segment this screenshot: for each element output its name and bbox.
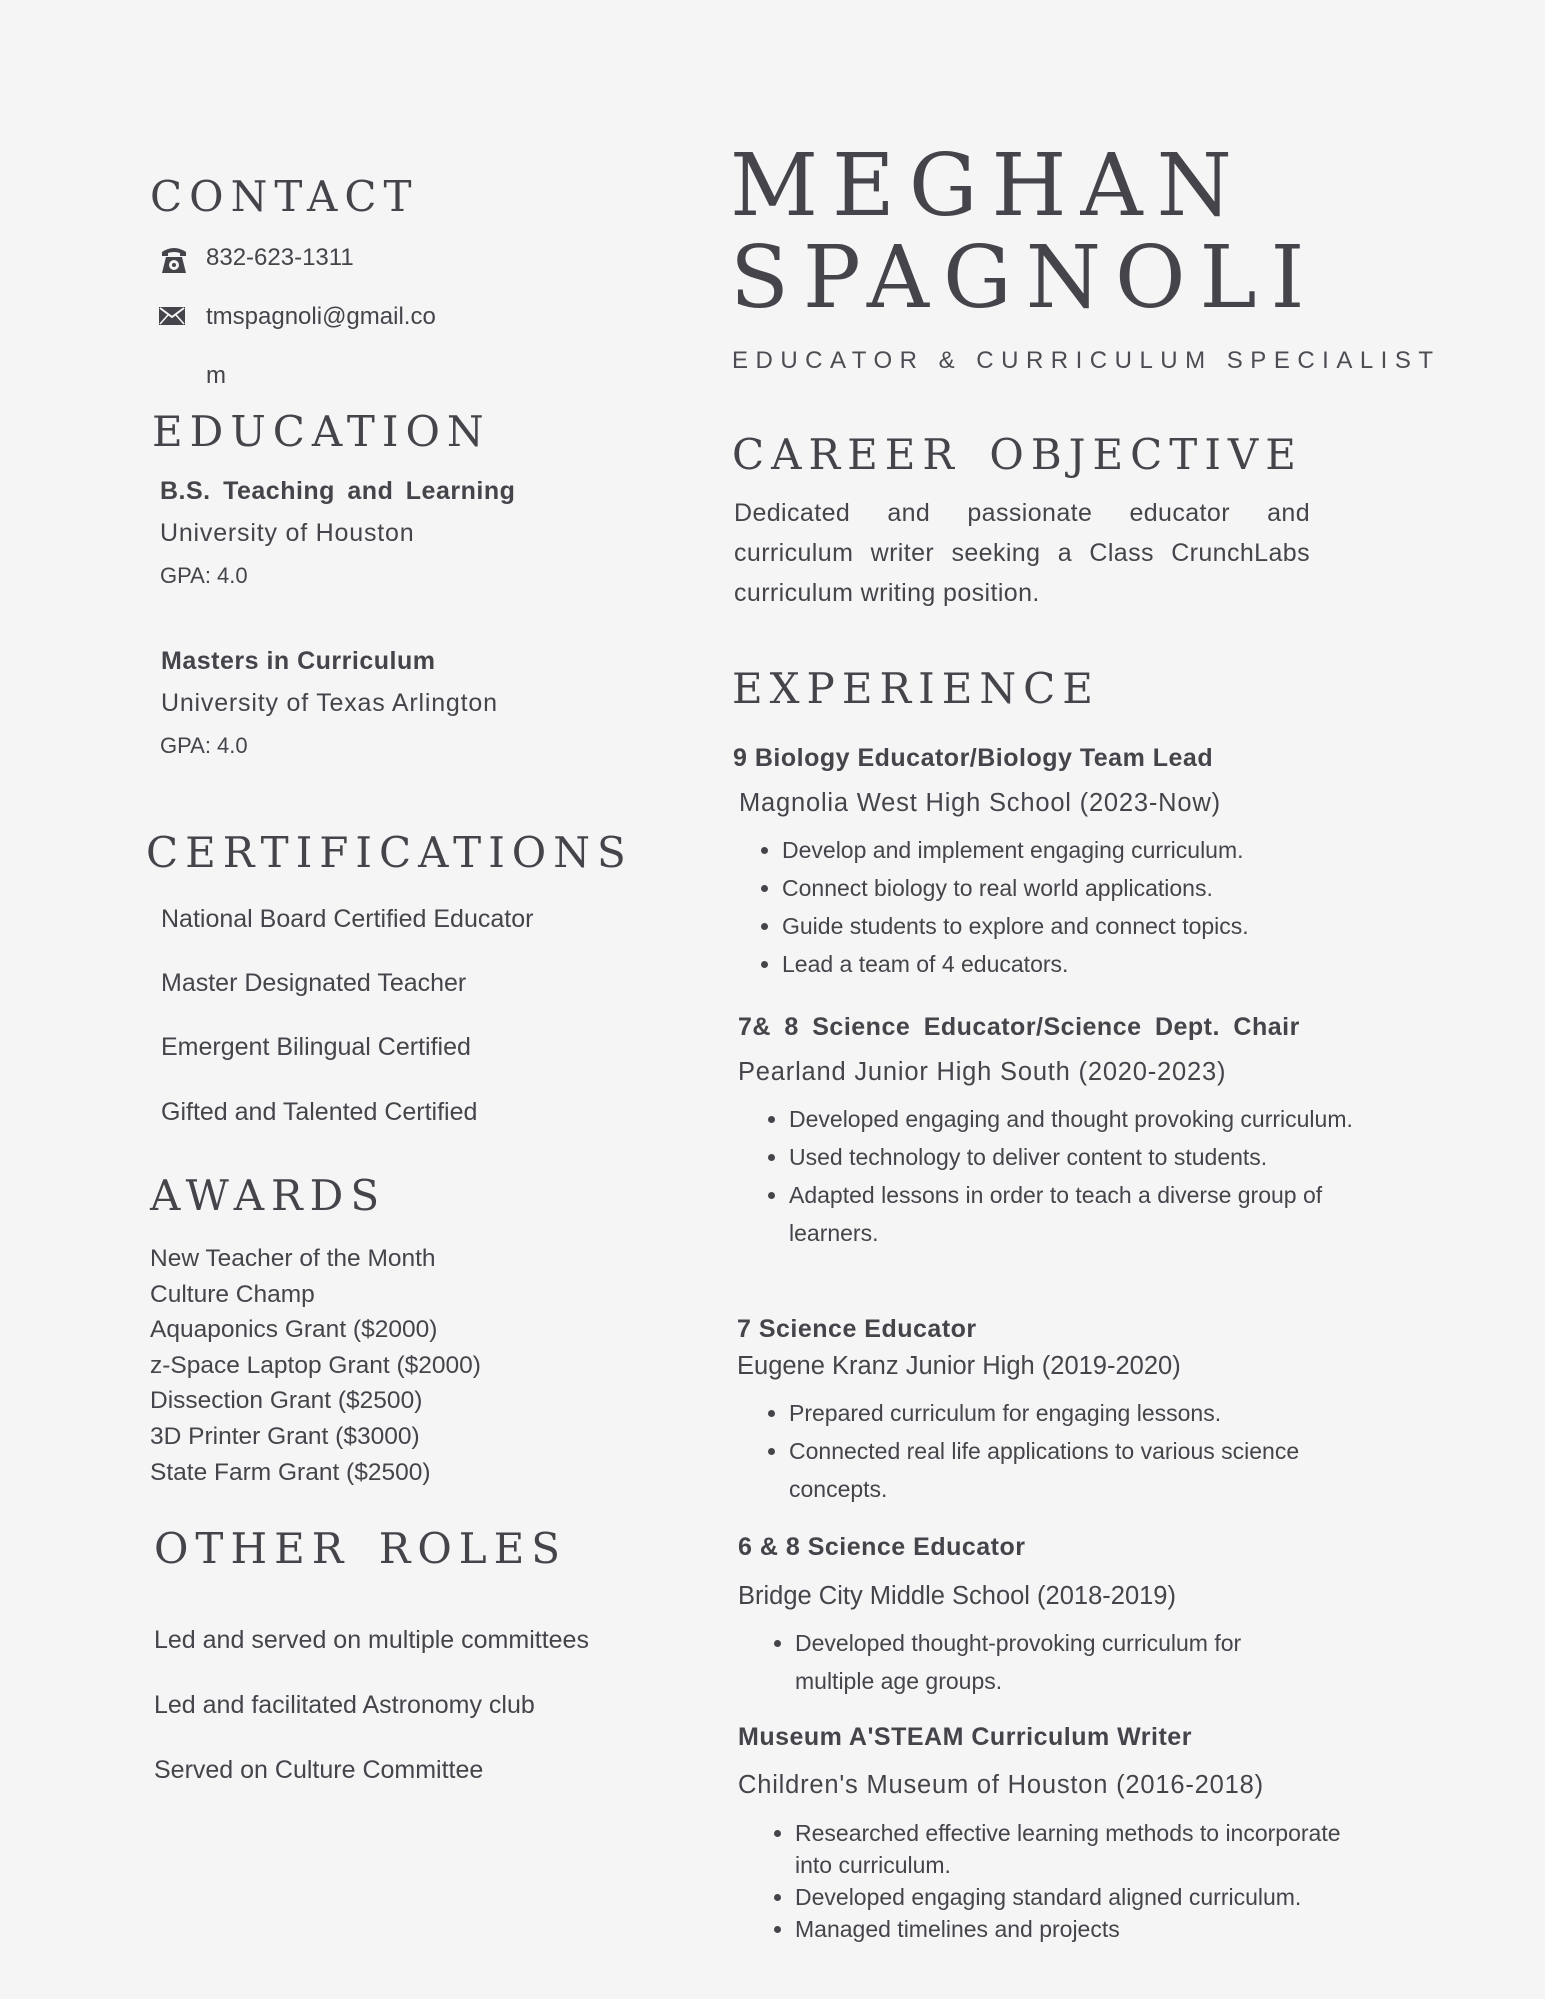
job-place: Bridge City Middle School (2018-2019) [738,1582,1176,1610]
other-roles-heading: OTHER ROLES [154,1524,568,1573]
phone-number[interactable]: 832-623-1311 [206,244,354,271]
award-item: 3D Printer Grant ($3000) [150,1422,420,1450]
job-bullet: • Used technology to deliver content to students. [789,1138,1355,1176]
award-item: State Farm Grant ($2500) [150,1458,431,1486]
certification-item: Emergent Bilingual Certified [161,1033,471,1061]
education-gpa: GPA: 4.0 [160,563,248,588]
certifications-heading: CERTIFICATIONS [146,828,633,877]
other-role-item: Led and facilitated Astronomy club [154,1691,535,1719]
job-bullets [751,1624,1311,1700]
education-degree: Masters in Curriculum [161,647,436,675]
awards-list [150,1241,481,1490]
job-bullet: • Connected real life applications to various science concepts. [789,1432,1365,1508]
job-bullet: • Managed timelines and projects [795,1913,1371,1945]
job-bullets [745,1100,1355,1252]
job-bullets [745,1394,1365,1508]
experience-heading: EXPERIENCE [732,664,1100,713]
job-bullet: • Connect biology to real world applications. [782,869,1358,907]
education-degree: B.S. Teaching and Learning [160,477,516,505]
objective-text: Dedicated and passionate educator and curriculum writer seeking a Class CrunchLabs curriculum writing position. [734,499,1310,607]
job-title: 9 Biology Educator/Biology Team Lead [733,744,1214,772]
award-item: Dissection Grant ($2500) [150,1387,423,1415]
phone-icon [159,243,189,275]
job-place: Pearland Junior High South (2020-2023) [738,1058,1227,1086]
job-bullet: • Developed thought-provoking curriculum for multiple age groups. [795,1624,1311,1700]
education-school: University of Texas Arlington [161,689,498,717]
award-item: Aquaponics Grant ($2000) [150,1316,438,1344]
other-role-item: Led and served on multiple committees [154,1626,589,1654]
job-subtitle: EDUCATOR & CURRICULUM SPECIALIST [732,347,1441,374]
certification-item: National Board Certified Educator [161,905,534,933]
contact-heading: CONTACT [150,172,419,221]
job-bullet: • Developed engaging standard aligned curriculum. [795,1881,1371,1913]
job-title: 6 & 8 Science Educator [738,1533,1026,1561]
award-item: z-Space Laptop Grant ($2000) [150,1351,481,1379]
email-address-continued[interactable]: m [206,362,226,389]
job-bullet: • Adapted lessons in order to teach a diverse group of learners. [789,1176,1355,1252]
education-gpa: GPA: 4.0 [160,733,248,758]
job-place: Magnolia West High School (2023-Now) [739,789,1221,817]
certification-item: Gifted and Talented Certified [161,1098,478,1126]
job-title: 7& 8 Science Educator/Science Dept. Chair [738,1013,1300,1041]
job-bullet: • Guide students to explore and connect topics. [782,907,1358,945]
job-bullets [751,1817,1371,1945]
job-bullet: • Prepared curriculum for engaging lessons. [789,1394,1365,1432]
education-school: University of Houston [160,519,415,547]
job-bullets [738,831,1358,983]
award-item: New Teacher of the Month [150,1245,436,1272]
certification-item: Master Designated Teacher [161,969,467,997]
job-bullet: • Researched effective learning methods to incorporate into curriculum. [795,1817,1371,1881]
other-role-item: Served on Culture Committee [154,1756,484,1784]
awards-heading: AWARDS [150,1171,387,1220]
job-bullet: • Lead a team of 4 educators. [782,945,1358,983]
job-place: Children's Museum of Houston (2016-2018) [738,1771,1264,1799]
job-title: 7 Science Educator [737,1315,977,1343]
award-item: Culture Champ [150,1280,315,1308]
job-place: Eugene Kranz Junior High (2019-2020) [737,1352,1181,1380]
job-bullet: • Develop and implement engaging curriculum. [782,831,1358,869]
education-heading: EDUCATION [152,407,491,456]
name-first: MEGHAN [730,136,1246,236]
email-address[interactable]: tmspagnoli@gmail.co [206,303,436,330]
job-title: Museum A'STEAM Curriculum Writer [738,1723,1192,1751]
job-bullet: • Developed engaging and thought provoking curriculum. [789,1100,1355,1138]
name-last: SPAGNOLI [730,228,1319,328]
objective-heading: CAREER OBJECTIVE [732,430,1303,479]
envelope-icon [158,306,186,326]
